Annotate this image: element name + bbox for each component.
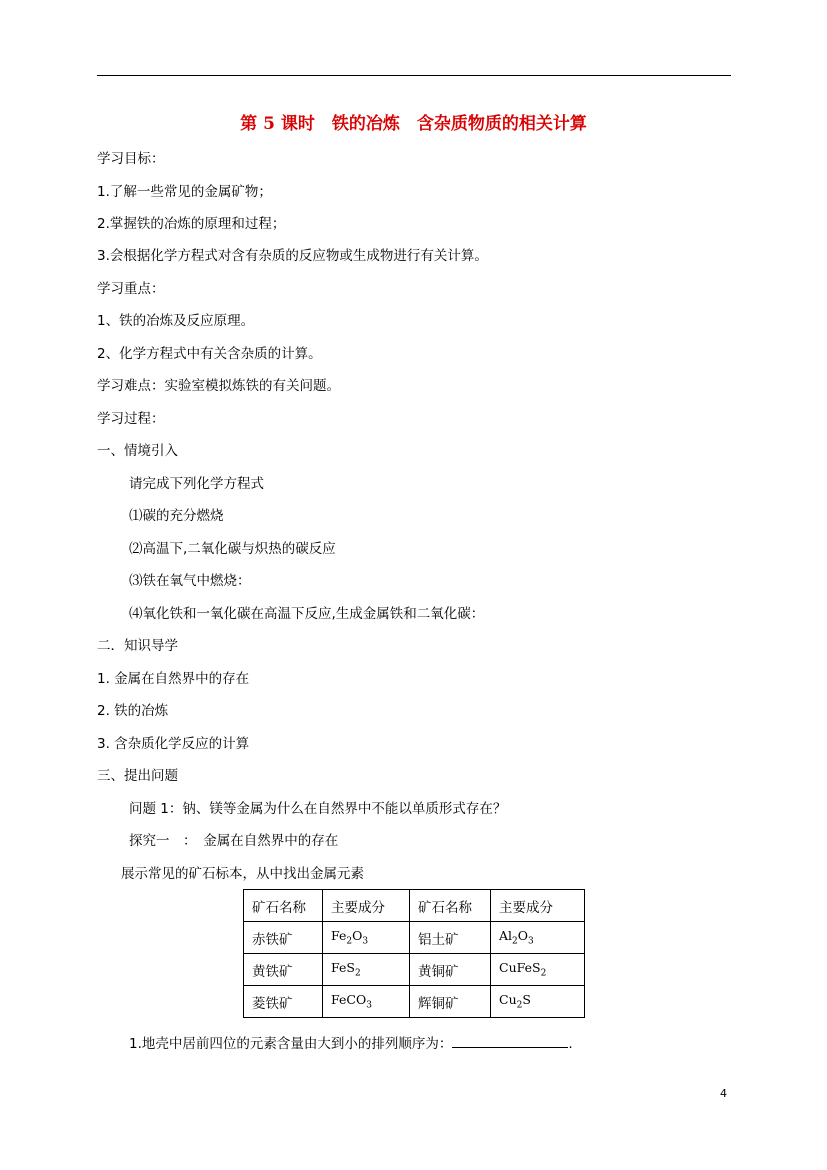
formula-cell: $Fe_2O_3$ (323, 922, 410, 954)
formula-cell: $Cu_2S$ (491, 986, 585, 1018)
objective-item: 3.会根据化学方程式对含有杂质的反应物或生成物进行有关计算。 (97, 248, 488, 264)
section2-item: 1. 金属在自然界中的存在 (97, 671, 250, 687)
equation-item: ⑷氧化铁和一氧化碳在高温下反应,生成金属铁和二氧化碳： (129, 606, 485, 622)
key-point-item: 2、化学方程式中有关含杂质的计算。 (97, 346, 322, 362)
explore-1: 探究一 ： 金属在自然界中的存在 (129, 833, 339, 849)
equation-item: ⑴碳的充分燃烧 (129, 508, 224, 524)
crust-question-end: . (568, 1036, 573, 1052)
table-header-cell: 矿石名称 (410, 890, 491, 922)
section2-item: 3. 含杂质化学反应的计算 (97, 736, 250, 752)
section2-heading: 二．知识导学 (97, 638, 178, 654)
objectives-heading: 学习目标： (97, 151, 165, 167)
table-row (244, 986, 585, 1018)
show-ore-line: 展示常见的矿石标本，从中找出金属元素 (121, 866, 364, 882)
ore-name-cell: 铝土矿 (410, 922, 491, 954)
table-row (244, 954, 585, 986)
formula-cell: FeS$_2$ (323, 954, 410, 986)
table-header-cell: 主要成分 (323, 890, 410, 922)
ore-name-cell: 菱铁矿 (244, 986, 323, 1018)
formula-cell: $Al_2O_3$ (491, 922, 585, 954)
question-1: 问题 1：钠、镁等金属为什么在自然界中不能以单质形式存在？ (129, 801, 507, 817)
section1-heading: 一、情境引入 (97, 443, 178, 459)
ore-name-cell: 黄铁矿 (244, 954, 323, 986)
equation-item: ⑵高温下,二氧化碳与炽热的碳反应 (129, 541, 336, 557)
crust-question (129, 1033, 573, 1053)
objective-item: 2.掌握铁的冶炼的原理和过程； (97, 216, 286, 232)
header-rule (97, 75, 731, 76)
page-number: 4 (720, 1087, 727, 1100)
section1-intro: 请完成下列化学方程式 (129, 476, 264, 492)
section3-heading: 三、提出问题 (97, 768, 178, 784)
difficulty-line: 学习难点：实验室模拟炼铁的有关问题。 (97, 378, 340, 394)
table-header-row (244, 890, 585, 922)
key-points-heading: 学习重点： (97, 281, 165, 297)
answer-blank[interactable] (452, 1033, 568, 1048)
ore-name-cell: 黄铜矿 (410, 954, 491, 986)
crust-question-text: 1.地壳中居前四位的元素含量由大到小的排列顺序为： (129, 1036, 453, 1052)
process-heading: 学习过程： (97, 411, 165, 427)
section2-item: 2. 铁的冶炼 (97, 703, 169, 719)
objective-item: 1.了解一些常见的金属矿物； (97, 184, 272, 200)
page-title: 第 5 课时 铁的冶炼 含杂质物质的相关计算 (240, 114, 587, 134)
ore-name-cell: 赤铁矿 (244, 922, 323, 954)
formula-cell: CuFeS$_2$ (491, 954, 585, 986)
table-header-cell: 主要成分 (491, 890, 585, 922)
formula-cell: FeCO$_3$ (323, 986, 410, 1018)
key-point-item: 1、铁的冶炼及反应原理。 (97, 313, 255, 329)
equation-item: ⑶铁在氧气中燃烧： (129, 573, 251, 589)
table-row (244, 922, 585, 954)
ore-table (243, 889, 585, 1018)
ore-name-cell: 辉铜矿 (410, 986, 491, 1018)
table-header-cell: 矿石名称 (244, 890, 323, 922)
